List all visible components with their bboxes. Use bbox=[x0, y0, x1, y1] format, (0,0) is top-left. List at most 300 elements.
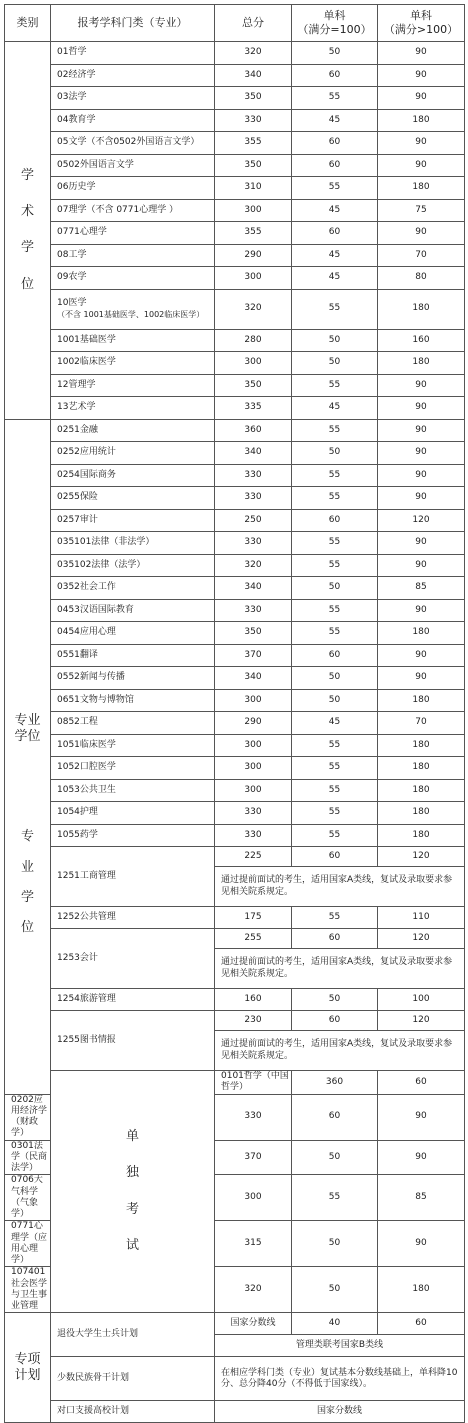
subject-name: 0454应用心理 bbox=[57, 627, 116, 638]
score-s2: 160 bbox=[378, 329, 465, 352]
table-row bbox=[5, 329, 465, 352]
score-total: 160 bbox=[215, 989, 292, 1011]
subject-name: 0252应用统计 bbox=[57, 447, 116, 458]
table-row bbox=[5, 577, 465, 600]
subject-name: 035101法律（非法学） bbox=[57, 537, 155, 548]
score-s1: 55 bbox=[292, 907, 378, 929]
subject-cell bbox=[51, 689, 215, 712]
subject-cell bbox=[5, 1267, 51, 1313]
subject-name: 少数民族骨干计划 bbox=[51, 1357, 215, 1401]
score-total: 300 bbox=[215, 1175, 292, 1221]
table-row bbox=[5, 847, 465, 867]
header-total: 总分 bbox=[215, 5, 292, 42]
table-row bbox=[5, 712, 465, 735]
category-academic-text bbox=[7, 158, 48, 303]
score-s2: 90 bbox=[378, 442, 465, 465]
score-s1: 55 bbox=[292, 177, 378, 200]
score-total: 290 bbox=[215, 244, 292, 267]
score-total: 330 bbox=[215, 1094, 292, 1140]
score-s2: 90 bbox=[378, 42, 465, 65]
score-s2: 120 bbox=[378, 1011, 465, 1031]
subject-cell bbox=[51, 509, 215, 532]
subject-cell bbox=[51, 154, 215, 177]
subject-cell bbox=[51, 419, 215, 442]
header-category: 类别 bbox=[5, 5, 51, 42]
score-table bbox=[4, 4, 465, 1423]
score-s1: 55 bbox=[292, 289, 378, 329]
score-s1: 55 bbox=[292, 757, 378, 780]
table-row bbox=[5, 222, 465, 245]
score-s2: 90 bbox=[378, 154, 465, 177]
score-total: 255 bbox=[215, 929, 292, 949]
score-s1: 55 bbox=[292, 734, 378, 757]
subject-name: 0651文物与博物馆 bbox=[57, 694, 134, 705]
score-s1: 45 bbox=[292, 199, 378, 222]
table-row bbox=[5, 532, 465, 555]
table-row bbox=[5, 199, 465, 222]
subject-cell bbox=[51, 622, 215, 645]
score-s2: 90 bbox=[378, 464, 465, 487]
score-total: 370 bbox=[215, 644, 292, 667]
table-row bbox=[5, 352, 465, 375]
score-s1: 45 bbox=[292, 244, 378, 267]
score-total: 350 bbox=[215, 374, 292, 397]
mgmt-note: 通过提前面试的考生，适用国家A类线，复试及录取要求参见相关院系规定。 bbox=[215, 867, 465, 907]
subject-cell bbox=[51, 757, 215, 780]
category-independent bbox=[51, 1071, 215, 1313]
score-s2: 110 bbox=[378, 907, 465, 929]
subject-name: 02经济学 bbox=[57, 69, 96, 80]
subject-name: 对口支援高校计划 bbox=[51, 1401, 215, 1423]
score-s2: 90 bbox=[378, 644, 465, 667]
category-academic-char: 术 bbox=[20, 204, 34, 219]
score-s1: 50 bbox=[292, 442, 378, 465]
subject-cell bbox=[51, 352, 215, 375]
subject-name: 1055药学 bbox=[57, 829, 98, 840]
score-s2: 180 bbox=[378, 622, 465, 645]
score-total: 300 bbox=[215, 199, 292, 222]
score-s1: 55 bbox=[292, 419, 378, 442]
score-total: 360 bbox=[292, 1071, 378, 1095]
category-professional-bottom bbox=[21, 815, 34, 950]
mgmt-note: 通过提前面试的考生，适用国家A类线，复试及录取要求参见相关院系规定。 bbox=[215, 949, 465, 989]
category-special bbox=[5, 1313, 51, 1423]
category-academic-char: 位 bbox=[20, 276, 34, 292]
subject-name: 10医学 bbox=[57, 298, 87, 309]
subject-cell bbox=[51, 199, 215, 222]
subject-cell bbox=[5, 1175, 51, 1221]
score-s2: 180 bbox=[378, 802, 465, 825]
category-char: 学位 bbox=[14, 729, 41, 744]
category-academic-char: 学 bbox=[20, 240, 34, 256]
special-note: 管理类联考国家B类线 bbox=[215, 1335, 465, 1357]
subject-cell bbox=[51, 577, 215, 600]
category-independent-char: 考 bbox=[125, 1201, 139, 1217]
score-s2: 80 bbox=[378, 267, 465, 290]
score-s2: 90 bbox=[378, 599, 465, 622]
score-total: 370 bbox=[215, 1140, 292, 1175]
score-s2: 60 bbox=[378, 1313, 465, 1335]
score-s2: 120 bbox=[378, 509, 465, 532]
score-total: 310 bbox=[215, 177, 292, 200]
score-s1: 55 bbox=[292, 802, 378, 825]
mgmt-note: 通过提前面试的考生，适用国家A类线，复试及录取要求参见相关院系规定。 bbox=[215, 1031, 465, 1071]
score-s2: 180 bbox=[378, 779, 465, 802]
subject-cell bbox=[51, 554, 215, 577]
subject-name: 0101哲学（中国哲学） bbox=[221, 1071, 289, 1093]
score-s1: 60 bbox=[292, 509, 378, 532]
subject-name: 0254国际商务 bbox=[57, 469, 116, 480]
score-s1: 50 bbox=[292, 1267, 378, 1313]
subject-name-note: （不含 1001基础医学、1002临床医学） bbox=[57, 309, 205, 319]
subject-cell bbox=[51, 329, 215, 352]
score-total: 340 bbox=[215, 577, 292, 600]
score-total: 360 bbox=[215, 419, 292, 442]
score-s2: 180 bbox=[378, 824, 465, 847]
score-s2: 100 bbox=[378, 989, 465, 1011]
subject-name: 107401社会医学与卫生事业管理 bbox=[11, 1267, 48, 1311]
subject-cell bbox=[51, 177, 215, 200]
table-row bbox=[5, 267, 465, 290]
table-row bbox=[5, 779, 465, 802]
subject-name: 1254旅游管理 bbox=[51, 989, 215, 1011]
score-total: 300 bbox=[215, 352, 292, 375]
score-s2: 180 bbox=[378, 177, 465, 200]
score-total: 175 bbox=[215, 907, 292, 929]
category-char: 专 bbox=[20, 829, 34, 845]
score-s1: 55 bbox=[292, 87, 378, 110]
table-row bbox=[5, 487, 465, 510]
table-row bbox=[5, 599, 465, 622]
score-total: 320 bbox=[215, 42, 292, 65]
score-total: 330 bbox=[215, 802, 292, 825]
table-row bbox=[5, 509, 465, 532]
score-total: 330 bbox=[215, 487, 292, 510]
score-s2: 90 bbox=[378, 1140, 465, 1175]
subject-name: 0453汉语国际教育 bbox=[57, 604, 134, 615]
header-single-over-100 bbox=[378, 5, 465, 42]
score-s2: 90 bbox=[378, 532, 465, 555]
category-char: 业 bbox=[20, 859, 34, 875]
subject-name: 1052口腔医学 bbox=[57, 762, 116, 773]
score-s1: 55 bbox=[292, 779, 378, 802]
score-s2: 90 bbox=[378, 374, 465, 397]
score-s1: 60 bbox=[292, 929, 378, 949]
subject-name: 12管理学 bbox=[57, 379, 96, 390]
score-total: 350 bbox=[215, 154, 292, 177]
score-s1: 55 bbox=[292, 464, 378, 487]
score-s2: 90 bbox=[378, 87, 465, 110]
score-total: 300 bbox=[215, 267, 292, 290]
subject-name: 03法学 bbox=[57, 92, 87, 103]
score-s2: 90 bbox=[378, 487, 465, 510]
score-s1: 60 bbox=[292, 154, 378, 177]
score-s1: 55 bbox=[292, 374, 378, 397]
subject-name: 1002临床医学 bbox=[57, 357, 116, 368]
table-row bbox=[5, 374, 465, 397]
score-s1: 55 bbox=[292, 1175, 378, 1221]
table-row bbox=[5, 1357, 465, 1401]
score-s2: 90 bbox=[378, 419, 465, 442]
subject-name: 0552新闻与传播 bbox=[57, 672, 125, 683]
score-s1: 40 bbox=[292, 1313, 378, 1335]
subject-name: 1251工商管理 bbox=[51, 847, 215, 907]
subject-name: 0255保险 bbox=[57, 492, 98, 503]
subject-cell bbox=[51, 222, 215, 245]
table-row bbox=[5, 244, 465, 267]
score-s1: 55 bbox=[292, 599, 378, 622]
score-total: 350 bbox=[215, 87, 292, 110]
subject-cell bbox=[51, 267, 215, 290]
subject-name: 0771心理学 bbox=[57, 227, 107, 238]
score-s2: 90 bbox=[378, 397, 465, 420]
score-s2: 70 bbox=[378, 244, 465, 267]
score-total: 320 bbox=[215, 554, 292, 577]
table-row bbox=[5, 802, 465, 825]
subject-cell bbox=[51, 599, 215, 622]
subject-cell bbox=[51, 667, 215, 690]
table-row bbox=[5, 1011, 465, 1031]
subject-cell bbox=[51, 397, 215, 420]
table-row bbox=[5, 42, 465, 65]
score-s1: 50 bbox=[292, 689, 378, 712]
category-char: 专业 bbox=[14, 712, 41, 728]
category-professional bbox=[5, 419, 51, 1094]
category-independent-char: 单 bbox=[125, 1129, 139, 1145]
table-row bbox=[5, 1071, 465, 1095]
score-s1: 45 bbox=[292, 397, 378, 420]
score-total: 225 bbox=[215, 847, 292, 867]
header-subject: 报考学科门类（专业） bbox=[51, 5, 215, 42]
score-s1: 60 bbox=[292, 847, 378, 867]
subject-name: 0202应用经济学（财政学） bbox=[11, 1094, 48, 1139]
score-s2: 180 bbox=[378, 757, 465, 780]
subject-cell bbox=[51, 644, 215, 667]
score-s1: 55 bbox=[292, 824, 378, 847]
category-char: 计划 bbox=[14, 1367, 41, 1383]
score-s2: 85 bbox=[378, 1175, 465, 1221]
score-s1: 45 bbox=[292, 267, 378, 290]
score-total: 355 bbox=[215, 132, 292, 155]
subject-name: 13艺术学 bbox=[57, 402, 96, 413]
score-s1: 55 bbox=[292, 487, 378, 510]
score-s2: 120 bbox=[378, 929, 465, 949]
table-row bbox=[5, 64, 465, 87]
score-total: 350 bbox=[215, 622, 292, 645]
header-single-over-100-line1: 单科 bbox=[410, 9, 432, 23]
category-independent-char: 试 bbox=[125, 1237, 139, 1253]
subject-cell bbox=[51, 289, 215, 329]
subject-name: 09农学 bbox=[57, 272, 87, 283]
score-total: 300 bbox=[215, 779, 292, 802]
score-s1: 60 bbox=[292, 222, 378, 245]
score-total: 230 bbox=[215, 1011, 292, 1031]
subject-cell bbox=[5, 1094, 51, 1140]
score-s2: 90 bbox=[378, 1094, 465, 1140]
subject-cell bbox=[51, 374, 215, 397]
subject-cell bbox=[51, 87, 215, 110]
table-row bbox=[5, 132, 465, 155]
subject-cell bbox=[51, 734, 215, 757]
score-s2: 70 bbox=[378, 712, 465, 735]
table-row bbox=[5, 397, 465, 420]
category-professional-text bbox=[7, 563, 48, 951]
score-total: 340 bbox=[215, 442, 292, 465]
score-s2: 90 bbox=[378, 554, 465, 577]
score-total: 300 bbox=[215, 734, 292, 757]
subject-name: 0502外国语言文学 bbox=[57, 159, 134, 170]
header-row bbox=[5, 5, 465, 42]
subject-cell bbox=[51, 532, 215, 555]
subject-cell bbox=[51, 64, 215, 87]
subject-cell bbox=[51, 244, 215, 267]
subject-name: 1053公共卫生 bbox=[57, 784, 116, 795]
score-s1: 50 bbox=[292, 329, 378, 352]
special-note: 国家分数线 bbox=[215, 1401, 465, 1423]
subject-cell bbox=[51, 712, 215, 735]
category-academic-char: 学 bbox=[20, 167, 34, 183]
score-s1: 60 bbox=[292, 1011, 378, 1031]
score-s2: 75 bbox=[378, 199, 465, 222]
score-s1: 50 bbox=[292, 989, 378, 1011]
score-total: 国家分数线 bbox=[215, 1313, 292, 1335]
subject-name: 1051临床医学 bbox=[57, 739, 116, 750]
score-s1: 50 bbox=[292, 42, 378, 65]
score-s1: 55 bbox=[292, 532, 378, 555]
table-body bbox=[5, 42, 465, 1423]
category-independent-char: 独 bbox=[125, 1165, 139, 1181]
score-total: 300 bbox=[215, 689, 292, 712]
score-total: 340 bbox=[215, 64, 292, 87]
subject-name: 0301法学（民商法学） bbox=[11, 1140, 48, 1173]
score-s2: 120 bbox=[378, 847, 465, 867]
score-total: 335 bbox=[215, 397, 292, 420]
score-s2: 180 bbox=[378, 1267, 465, 1313]
subject-name: 035102法律（法学） bbox=[57, 559, 146, 570]
subject-name: 01哲学 bbox=[57, 47, 87, 58]
table-row bbox=[5, 554, 465, 577]
subject-name: 1054护理 bbox=[57, 807, 98, 818]
score-total: 330 bbox=[215, 109, 292, 132]
category-professional-top bbox=[14, 713, 40, 746]
score-total: 320 bbox=[215, 1267, 292, 1313]
score-s1: 55 bbox=[292, 622, 378, 645]
category-char: 位 bbox=[20, 920, 34, 935]
score-s1: 55 bbox=[292, 554, 378, 577]
score-s1: 50 bbox=[292, 667, 378, 690]
score-total: 315 bbox=[215, 1221, 292, 1267]
table-row bbox=[5, 622, 465, 645]
subject-name: 0551翻译 bbox=[57, 649, 98, 660]
subject-name: 0771心理学（应用心理学） bbox=[11, 1221, 48, 1265]
category-academic bbox=[5, 42, 51, 420]
subject-name: 退役大学生士兵计划 bbox=[51, 1313, 215, 1357]
score-total: 280 bbox=[215, 329, 292, 352]
header-single-100 bbox=[292, 5, 378, 42]
score-s1: 60 bbox=[378, 1071, 465, 1095]
subject-name: 1253会计 bbox=[51, 929, 215, 989]
subject-cell bbox=[215, 1071, 292, 1095]
score-s1: 50 bbox=[292, 577, 378, 600]
score-total: 330 bbox=[215, 599, 292, 622]
category-char: 学 bbox=[20, 889, 34, 905]
table-row bbox=[5, 907, 465, 929]
table-row bbox=[5, 734, 465, 757]
score-s1: 50 bbox=[292, 1221, 378, 1267]
score-s2: 180 bbox=[378, 689, 465, 712]
category-independent-text bbox=[53, 1119, 212, 1264]
table-row bbox=[5, 289, 465, 329]
score-s2: 180 bbox=[378, 352, 465, 375]
table-row bbox=[5, 1401, 465, 1423]
subject-cell bbox=[51, 442, 215, 465]
subject-cell bbox=[51, 132, 215, 155]
table-row bbox=[5, 929, 465, 949]
subject-name: 06历史学 bbox=[57, 182, 96, 193]
score-s1: 50 bbox=[292, 352, 378, 375]
table-row bbox=[5, 419, 465, 442]
score-s2: 85 bbox=[378, 577, 465, 600]
table-row bbox=[5, 689, 465, 712]
score-total: 330 bbox=[215, 532, 292, 555]
score-total: 300 bbox=[215, 757, 292, 780]
subject-name: 1252公共管理 bbox=[51, 907, 215, 929]
table-row bbox=[5, 109, 465, 132]
subject-name: 0251金融 bbox=[57, 424, 98, 435]
subject-name: 1255图书情报 bbox=[51, 1011, 215, 1071]
category-special-text bbox=[7, 1352, 48, 1385]
special-note: 在相应学科门类（专业）复试基本分数线基础上，单科降10分、总分降40分（不得低于国家线）。 bbox=[215, 1357, 465, 1401]
subject-name: 0706大气科学（气象学） bbox=[11, 1175, 43, 1219]
header-single-100-line1: 单科 bbox=[323, 9, 346, 23]
score-s2: 90 bbox=[378, 222, 465, 245]
subject-cell bbox=[5, 1221, 51, 1267]
subject-cell bbox=[51, 464, 215, 487]
header-single-over-100-line2: （满分>100） bbox=[383, 23, 459, 36]
score-s2: 90 bbox=[378, 64, 465, 87]
subject-name: 1001基础医学 bbox=[57, 334, 116, 345]
score-s2: 90 bbox=[378, 1221, 465, 1267]
score-s2: 90 bbox=[378, 132, 465, 155]
score-s1: 45 bbox=[292, 712, 378, 735]
score-s1: 60 bbox=[292, 132, 378, 155]
score-s1: 60 bbox=[292, 1094, 378, 1140]
table-row bbox=[5, 644, 465, 667]
score-s1: 60 bbox=[292, 64, 378, 87]
score-s2: 180 bbox=[378, 289, 465, 329]
table-row bbox=[5, 442, 465, 465]
subject-cell bbox=[51, 487, 215, 510]
score-s1: 50 bbox=[292, 1140, 378, 1175]
table-row bbox=[5, 177, 465, 200]
score-s2: 180 bbox=[378, 734, 465, 757]
subject-name: 04教育学 bbox=[57, 114, 96, 125]
score-total: 320 bbox=[215, 289, 292, 329]
score-s2: 180 bbox=[378, 109, 465, 132]
subject-cell bbox=[51, 779, 215, 802]
subject-cell bbox=[51, 824, 215, 847]
score-total: 330 bbox=[215, 824, 292, 847]
score-s1: 45 bbox=[292, 109, 378, 132]
subject-name: 05文学（不含0502外国语言文学） bbox=[57, 137, 200, 148]
subject-name: 0257审计 bbox=[57, 514, 98, 525]
table-row bbox=[5, 464, 465, 487]
subject-name: 0352社会工作 bbox=[57, 582, 116, 593]
table-row bbox=[5, 824, 465, 847]
subject-cell bbox=[5, 1140, 51, 1175]
subject-cell bbox=[51, 109, 215, 132]
score-total: 355 bbox=[215, 222, 292, 245]
